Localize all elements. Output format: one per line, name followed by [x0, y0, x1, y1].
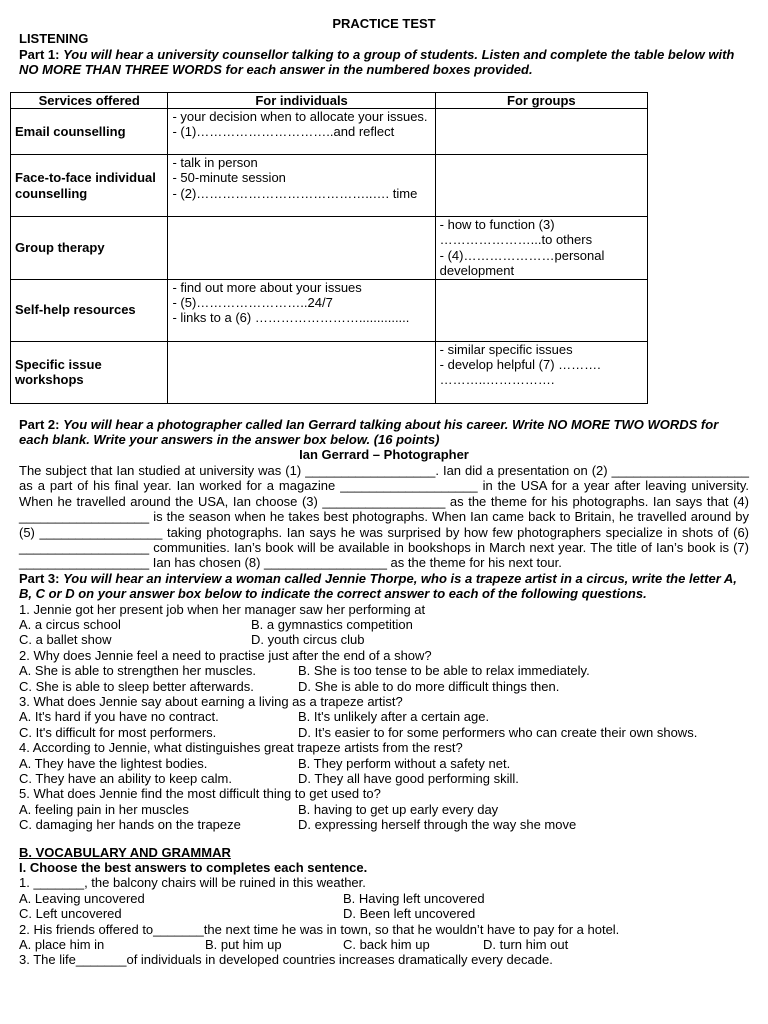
- option: A. Leaving uncovered: [19, 890, 145, 906]
- table-row: [11, 155, 648, 217]
- group-cell-line: - (4)…………………personal development: [439, 247, 605, 279]
- vocab-question-2: 2. His friends offered to_______the next time he was in town, so that he wouldn’t have to pay for a hotel.: [19, 921, 620, 937]
- question-3: 3. What does Jennie say about earning a living as a trapeze artist?: [19, 693, 403, 709]
- vocab-question-3: 3. The life_______of individuals in developed countries increases dramatically every decade.: [19, 952, 553, 968]
- individual-cell-line: - talk in person: [172, 155, 258, 171]
- page-title: PRACTICE TEST: [332, 16, 436, 31]
- services-table: [10, 92, 648, 404]
- vocab-question-1: 1. _______, the balcony chairs will be ruined in this weather.: [19, 875, 366, 891]
- answer-option: B. She is too tense to be able to relax immediately.: [298, 663, 590, 679]
- individual-cell-line: - (2)…………………………………..…. time: [172, 185, 418, 201]
- answer-option: C. damaging her hands on the trapeze: [19, 817, 241, 833]
- answer-options-row: [19, 617, 749, 632]
- service-name: Email counselling: [11, 109, 168, 155]
- answer-options-row: [19, 817, 749, 832]
- answer-options-row: [19, 679, 749, 694]
- group-cell-line: - how to function (3) …………………...to others: [439, 217, 593, 248]
- option: D. Been left uncovered: [343, 906, 476, 922]
- individual-cell-line: - your decision when to allocate your issues.: [172, 109, 428, 125]
- part1-instruction: [19, 47, 749, 78]
- individual-cell: [168, 109, 435, 155]
- part2-instruction: [19, 417, 749, 448]
- individual-cell: [168, 279, 435, 341]
- part2-passage: The subject that Ian studied at university was (1) __________________. Ian did a presentation on (2) ___________________ as a part of his final year. Ian worked for a magazine ___________________ in the USA for a year after leaving university. When he travelled around the USA, Ian choose (3) _________________ as the theme for his photographs. Ian says that (4) __________________ is the season when he takes best photographs. When Ian came back to Britain, he travelled around by (5) _________________ taking photographs. Ian says he was surprised by how few photographers specialize in shots of (6) __________________ communities. Ian’s book will be available in bookshops in March next year. The title of Ian’s book is (7) __________________ Ian has chosen (8) _________________ as the theme for his next tour.: [19, 462, 749, 571]
- question-2: 2. Why does Jennie feel a need to practise just after the end of a show?: [19, 647, 432, 663]
- answer-options-row: [19, 802, 749, 817]
- section-b-heading: B. VOCABULARY AND GRAMMAR: [19, 844, 231, 860]
- individual-cell-line: - find out more about your issues: [172, 279, 362, 295]
- group-cell-line: - develop helpful (7) ………. ………..…………….: [439, 357, 601, 388]
- service-name: Self-help resources: [11, 279, 168, 341]
- part2-label: Part 2:: [19, 416, 60, 432]
- answer-option: D. youth circus club: [251, 632, 365, 648]
- answer-option: C. They have an ability to keep calm.: [19, 771, 232, 786]
- header-groups: For groups: [435, 92, 647, 108]
- group-cell: [435, 155, 647, 217]
- part2-heading: Ian Gerrard – Photographer: [299, 447, 469, 463]
- part1-text: You will hear a university counsellor talking to a group of students. Listen and complete the table below with NO MORE THAN THREE WORDS for each answer in the numbered boxes provided.: [19, 46, 735, 78]
- group-cell: [435, 109, 647, 155]
- option: D. turn him out: [483, 937, 569, 953]
- individual-cell: [168, 341, 435, 403]
- part3-label: Part 3:: [19, 570, 60, 586]
- individual-cell-line: - 50-minute session: [172, 170, 286, 186]
- part3-text: You will hear an interview a woman called Jennie Thorpe, who is a trapeze artist in a circus, write the letter A, B, C or D on your answer box below to indicate the correct answer to each of the following questions.: [19, 570, 737, 602]
- service-name: Group therapy: [11, 217, 168, 280]
- header-services: Services offered: [11, 92, 168, 108]
- individual-cell-line: - (1)…………………………..and reflect: [172, 124, 395, 140]
- answer-option: C. a ballet show: [19, 632, 112, 648]
- answer-option: A. a circus school: [19, 616, 121, 632]
- answer-option: A. feeling pain in her muscles: [19, 801, 189, 817]
- table-row: [11, 341, 648, 403]
- individual-cell: [168, 217, 435, 280]
- individual-cell-line: - (5)……………………..24/7: [172, 295, 333, 311]
- vocab-q1-options-row-2: [19, 906, 749, 921]
- answer-option: A. She is able to strengthen her muscles.: [19, 663, 257, 679]
- answer-options-row: [19, 663, 749, 678]
- group-cell: [435, 341, 647, 403]
- answer-option: D. She is able to do more difficult things then.: [298, 678, 560, 694]
- answer-options-row: [19, 632, 749, 647]
- answer-option: D. expressing herself through the way she move: [298, 817, 577, 833]
- answer-option: C. It's difficult for most performers.: [19, 724, 217, 740]
- answer-option: B. a gymnastics competition: [251, 616, 413, 632]
- question-5: 5. What does Jennie find the most difficult thing to get used to?: [19, 786, 381, 802]
- part3-questions: [19, 602, 749, 833]
- part2-text: You will hear a photographer called Ian Gerrard talking about his career. Write NO MORE TWO WORDS for each blank. Write your answers in the answer box below. (16 points): [19, 416, 719, 448]
- worksheet-page: [15, 16, 749, 968]
- answer-options-row: [19, 771, 749, 786]
- service-name: Face-to-face individual counselling: [11, 155, 168, 217]
- answer-option: B. having to get up early every day: [298, 801, 499, 817]
- answer-options-row: [19, 756, 749, 771]
- answer-option: D. It’s easier to for some performers who can create their own shows.: [298, 724, 698, 740]
- option: A. place him in: [19, 937, 105, 953]
- option: C. Left uncovered: [19, 906, 122, 922]
- services-table-body: [11, 109, 648, 404]
- question-4: 4. According to Jennie, what distinguishes great trapeze artists from the rest?: [19, 740, 463, 756]
- section-b-subheading: I. Choose the best answers to completes each sentence.: [19, 860, 368, 876]
- table-row: [11, 109, 648, 155]
- group-cell: [435, 217, 647, 280]
- part3-instruction: [19, 571, 749, 602]
- answer-option: B. It's unlikely after a certain age.: [298, 709, 490, 725]
- part1-label: Part 1:: [19, 46, 60, 62]
- group-cell-line: - similar specific issues: [439, 341, 573, 357]
- answer-options-row: [19, 725, 749, 740]
- answer-options-row: [19, 709, 749, 724]
- question-1: 1. Jennie got her present job when her manager saw her performing at: [19, 601, 426, 617]
- option: C. back him up: [343, 937, 430, 953]
- individual-cell-line: - links to a (6) ……………………..............: [172, 310, 410, 326]
- table-row: [11, 279, 648, 341]
- table-header-row: [11, 92, 648, 108]
- table-row: [11, 217, 648, 280]
- answer-option: D. They all have good performing skill.: [298, 771, 519, 786]
- vocab-q2-options-row: [19, 937, 749, 952]
- header-individuals: For individuals: [168, 92, 435, 108]
- option: B. put him up: [205, 937, 282, 953]
- answer-option: B. They perform without a safety net.: [298, 755, 511, 771]
- vocab-q1-options-row-1: [19, 891, 749, 906]
- service-name: Specific issue workshops: [11, 341, 168, 403]
- section-listening: LISTENING: [19, 31, 89, 47]
- group-cell: [435, 279, 647, 341]
- individual-cell: [168, 155, 435, 217]
- option: B. Having left uncovered: [343, 890, 485, 906]
- answer-option: A. It's hard if you have no contract.: [19, 709, 219, 725]
- answer-option: A. They have the lightest bodies.: [19, 755, 208, 771]
- answer-option: C. She is able to sleep better afterwards.: [19, 678, 254, 694]
